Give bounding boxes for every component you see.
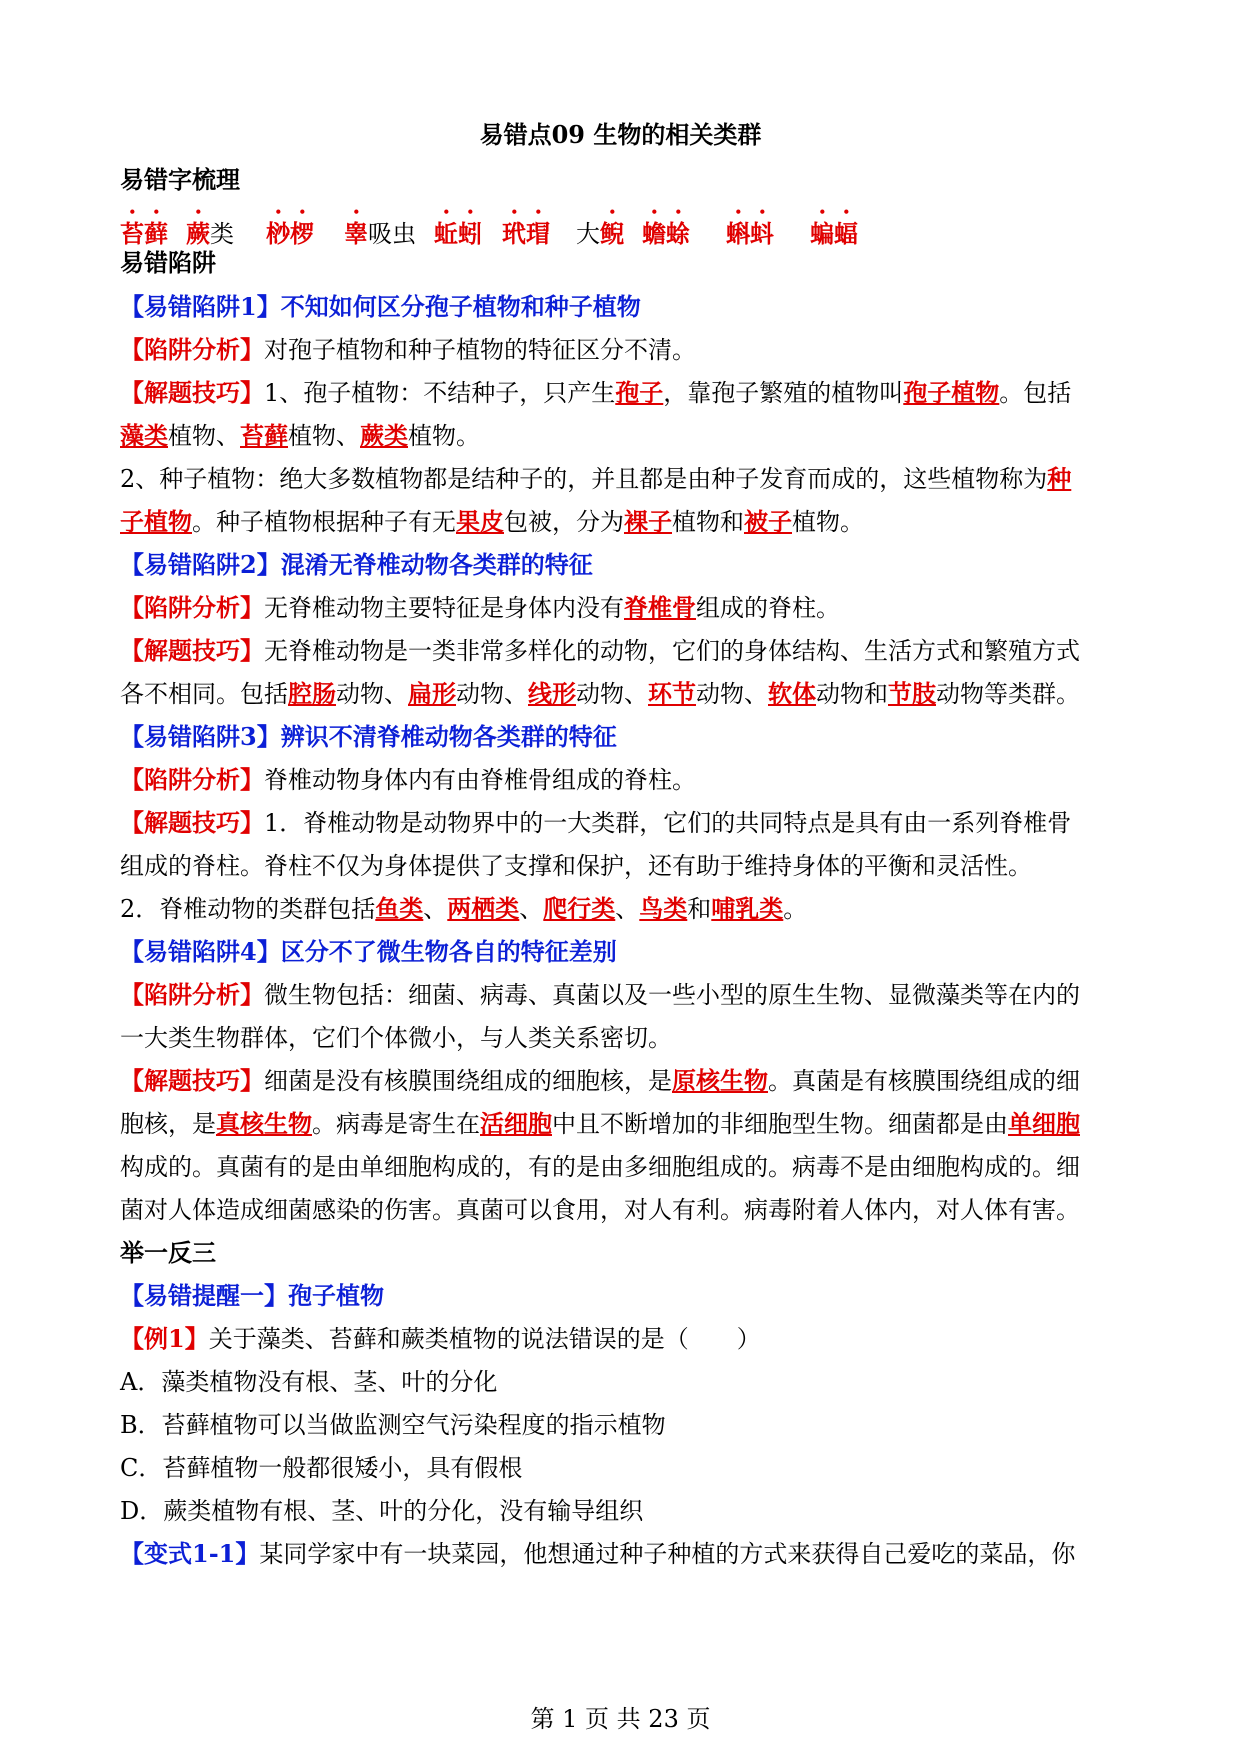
reminder-1-title: 【易错提醒一】孢子植物 [120,1281,384,1310]
trap-2-skill-line: 【解题技巧】无脊椎动物是一类非常多样化的动物，它们的身体结构、生活方式和繁殖方式 [120,636,1080,665]
trap-2-skill-line: 各不相同。包括腔肠动物、扁形动物、线形动物、环节动物、软体动物和节肢动物等类群。 [120,679,1080,708]
typo-word: 蝙蝠 [810,219,858,248]
typo-word: 蚯蚓 [434,219,482,248]
typo-word: 桫椤 [266,219,314,248]
trap-3-skill-line: 2．脊椎动物的类群包括鱼类、两栖类、爬行类、鸟类和哺乳类。 [120,894,808,923]
option-c: C．苔藓植物一般都很矮小，具有假根 [120,1454,523,1482]
trap-4-skill-line: 构成的。真菌有的是由单细胞构成的，有的是由多细胞组成的。病毒不是由细胞构成的。细 [120,1153,1080,1181]
variant-1-1-question: 【变式1-1】某同学家中有一块菜园，他想通过种子种植的方式来获得自己爱吃的菜品，你 [120,1539,1076,1568]
trap-4-analysis: 一大类生物群体，它们个体微小，与人类关系密切。 [120,1024,672,1052]
typo-word: 蝌蚪 [726,219,774,248]
typo-word: 蟾蜍 [642,219,690,248]
trap-1-skill-line: 【解题技巧】1、孢子植物：不结种子，只产生孢子，靠孢子繁殖的植物叫孢子植物。包括 [120,378,1072,407]
trap-3-analysis: 【陷阱分析】脊椎动物身体内有由脊椎骨组成的脊柱。 [120,765,696,794]
trap-4-skill-line: 【解题技巧】细菌是没有核膜围绕组成的细胞核，是原核生物。真菌是有核膜围绕组成的细 [120,1066,1080,1095]
trap-3-skill-line: 【解题技巧】1．脊椎动物是动物界中的一大类群，它们的共同特点是具有由一系列脊椎骨 [120,808,1072,837]
trap-4-skill-line: 胞核，是真核生物。病毒是寄生在活细胞中且不断增加的非细胞型生物。细菌都是由单细胞 [120,1109,1080,1138]
trap-3-title: 【易错陷阱3】辨识不清脊椎动物各类群的特征 [120,722,617,751]
section-heading-typos: 易错字梳理 [120,165,240,194]
typo-word: 睾吸虫 [344,219,416,248]
page-title: 易错点09 生物的相关类群 [479,120,762,149]
trap-1-title: 【易错陷阱1】不知如何区分孢子植物和种子植物 [120,292,641,321]
trap-4-skill-line: 菌对人体造成细菌感染的伤害。真菌可以食用，对人有利。病毒附着人体内，对人体有害。 [120,1196,1080,1224]
trap-1-skill-line: 2、种子植物：绝大多数植物都是结种子的，并且都是由种子发育而成的，这些植物称为种 [120,464,1072,493]
example-1-question: 【例1】关于藻类、苔藓和蕨类植物的说法错误的是（ ） [120,1324,761,1353]
trap-2-analysis: 【陷阱分析】无脊椎动物主要特征是身体内没有脊椎骨组成的脊柱。 [120,593,840,622]
section-heading-practice: 举一反三 [120,1238,216,1267]
trap-1-analysis: 【陷阱分析】对孢子植物和种子植物的特征区分不清。 [120,335,696,364]
trap-4-title: 【易错陷阱4】区分不了微生物各自的特征差别 [120,937,617,966]
section-heading-traps: 易错陷阱 [120,248,216,277]
option-d: D．蕨类植物有根、茎、叶的分化，没有输导组织 [120,1497,644,1525]
trap-4-analysis: 【陷阱分析】微生物包括：细菌、病毒、真菌以及一些小型的原生生物、显微藻类等在内的 [120,980,1080,1009]
trap-1-skill-line: 藻类植物、苔藓植物、蕨类植物。 [120,421,480,450]
typo-word: 蕨类 [186,219,234,248]
option-a: A．藻类植物没有根、茎、叶的分化 [120,1368,498,1396]
typo-word: 苔藓 [120,219,168,248]
option-b: B．苔藓植物可以当做监测空气污染程度的指示植物 [120,1411,666,1439]
page-footer: 第 1 页 共 23 页 [530,1705,711,1733]
typo-word: 大鲵 [576,219,624,248]
trap-3-skill-line: 组成的脊柱。脊柱不仅为身体提供了支撑和保护，还有助于维持身体的平衡和灵活性。 [120,852,1032,880]
trap-1-skill-line: 子植物。种子植物根据种子有无果皮包被，分为裸子植物和被子植物。 [120,507,864,536]
typo-word: 玳瑁 [502,219,550,248]
trap-2-title: 【易错陷阱2】混淆无脊椎动物各类群的特征 [120,550,593,579]
